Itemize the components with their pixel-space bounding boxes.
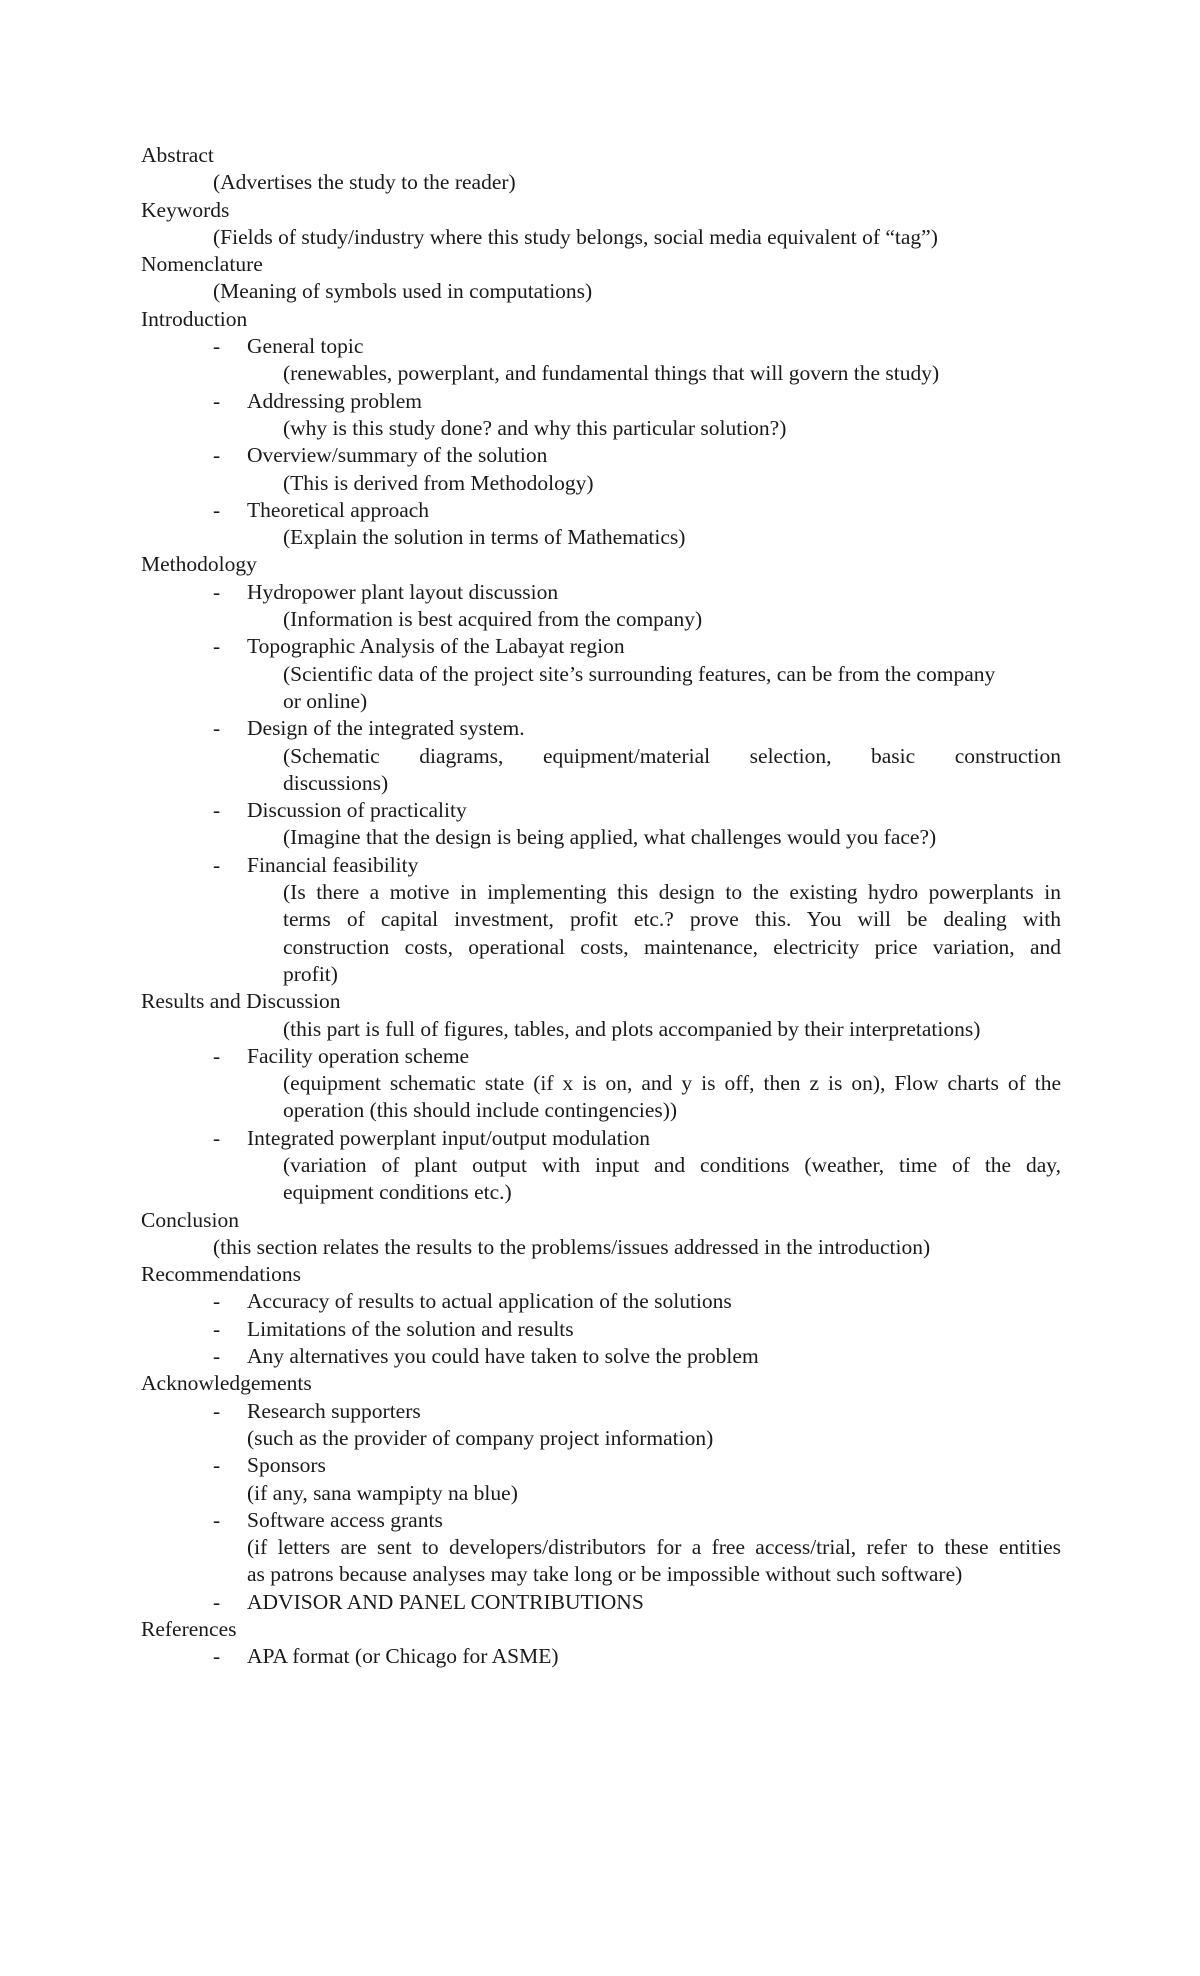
bullet-label: Facility operation scheme [247, 1043, 470, 1068]
section-heading-conclusion: Conclusion [141, 1207, 239, 1232]
bullet-item [141, 1316, 1061, 1343]
bullet-dash: - [213, 1398, 221, 1423]
bullet-item [141, 797, 1061, 824]
bullet-dash: - [213, 1453, 221, 1478]
bullet-note: discussions) [283, 770, 389, 795]
bullet-dash: - [213, 1316, 221, 1341]
bullet-dash: - [213, 443, 221, 468]
bullet-item [141, 1452, 1061, 1479]
section-heading-references: References [141, 1617, 237, 1642]
bullet-label: Theoretical approach [247, 497, 430, 522]
bullet-label: Design of the integrated system. [247, 716, 525, 741]
bullet-dash: - [213, 1507, 221, 1532]
section-note-results: (this part is full of figures, tables, and plots accompanied by their interpretations) [283, 1016, 981, 1041]
section-note-nomenclature: (Meaning of symbols used in computations) [213, 279, 593, 304]
bullet-dash: - [213, 1644, 221, 1669]
bullet-note: (variation of plant output with input and conditions (weather, time of the day, [283, 1152, 1061, 1177]
bullet-item [141, 1343, 1061, 1370]
bullet-note: (Information is best acquired from the company) [283, 607, 703, 632]
bullet-dash: - [213, 334, 221, 359]
section-heading-nomenclature: Nomenclature [141, 252, 263, 277]
bullet-note: (Is there a motive in implementing this design to the existing hydro powerplants in [283, 880, 1061, 905]
section-note-abstract: (Advertises the study to the reader) [213, 170, 516, 195]
bullet-note [141, 1480, 1061, 1507]
bullet-note: terms of capital investment, profit etc.? prove this. You will be dealing with [283, 907, 1061, 932]
bullet-label: Hydropower plant layout discussion [247, 579, 559, 604]
bullet-label: Integrated powerplant input/output modulation [247, 1125, 651, 1150]
section-note-keywords: (Fields of study/industry where this study belongs, social media equivalent of “tag”) [213, 224, 938, 249]
bullet-item [141, 1398, 1061, 1425]
bullet-dash: - [213, 497, 221, 522]
bullet-note: operation (this should include contingencies)) [283, 1098, 678, 1123]
bullet-note-text: (such as the provider of company project information) [247, 1425, 714, 1450]
bullet-note: (Imagine that the design is being applied, what challenges would you face?) [283, 825, 937, 850]
paper-outline [141, 142, 1061, 1671]
bullet-item [141, 1643, 1061, 1670]
bullet-item [141, 633, 1061, 660]
bullet-note: (why is this study done? and why this particular solution?) [283, 415, 787, 440]
bullet-note-text: (if any, sana wampipty na blue) [247, 1480, 518, 1505]
bullet-note: profit) [283, 961, 338, 986]
section-heading-acknowledgements: Acknowledgements [141, 1371, 312, 1396]
bullet-label: Any alternatives you could have taken to solve the problem [247, 1344, 759, 1369]
bullet-note: (Explain the solution in terms of Mathematics) [283, 525, 686, 550]
bullet-label: APA format (or Chicago for ASME) [247, 1644, 559, 1669]
bullet-label: Accuracy of results to actual application of the solutions [247, 1289, 732, 1314]
bullet-dash: - [213, 388, 221, 413]
bullet-note: (Schematic diagrams, equipment/material selection, basic construction [283, 743, 1061, 768]
bullet-label: Research supporters [247, 1398, 421, 1423]
bullet-item [141, 1589, 1061, 1616]
bullet-note: (This is derived from Methodology) [283, 470, 594, 495]
bullet-dash: - [213, 852, 221, 877]
bullet-dash: - [213, 798, 221, 823]
bullet-note: (renewables, powerplant, and fundamental things that will govern the study) [283, 361, 940, 386]
bullet-label: Topographic Analysis of the Labayat region [247, 634, 625, 659]
bullet-item [141, 442, 1061, 469]
section-heading-introduction: Introduction [141, 306, 248, 331]
section-heading-recommendations: Recommendations [141, 1262, 302, 1287]
bullet-item [141, 333, 1061, 360]
bullet-note: equipment conditions etc.) [283, 1180, 512, 1205]
bullet-label: Addressing problem [247, 388, 422, 413]
bullet-dash: - [213, 1289, 221, 1314]
bullet-label: Financial feasibility [247, 852, 419, 877]
section-heading-methodology: Methodology [141, 552, 257, 577]
bullet-note: (equipment schematic state (if x is on, and y is off, then z is on), Flow charts of the [283, 1071, 1061, 1096]
bullet-note [141, 1425, 1061, 1452]
bullet-label: ADVISOR AND PANEL CONTRIBUTIONS [247, 1589, 644, 1614]
bullet-dash: - [213, 716, 221, 741]
section-heading-keywords: Keywords [141, 197, 230, 222]
section-heading-abstract: Abstract [141, 143, 214, 167]
bullet-item [141, 1125, 1061, 1152]
bullet-label: General topic [247, 334, 364, 359]
bullet-dash: - [213, 579, 221, 604]
bullet-note: (Scientific data of the project site’s surrounding features, can be from the company [283, 661, 996, 686]
bullet-dash: - [213, 1043, 221, 1068]
bullet-item [141, 1288, 1061, 1315]
bullet-dash: - [213, 1125, 221, 1150]
bullet-label: Overview/summary of the solution [247, 443, 548, 468]
bullet-label: Limitations of the solution and results [247, 1316, 574, 1341]
bullet-note: construction costs, operational costs, maintenance, electricity price variation, and [283, 934, 1061, 959]
bullet-item [141, 497, 1061, 524]
bullet-note [141, 1561, 1061, 1588]
bullet-item [141, 715, 1061, 742]
section-heading-results: Results and Discussion [141, 989, 341, 1014]
section-note-conclusion: (this section relates the results to the problems/issues addressed in the introduction) [213, 1234, 931, 1259]
bullet-label: Discussion of practicality [247, 798, 467, 823]
bullet-dash: - [213, 1344, 221, 1369]
bullet-dash: - [213, 634, 221, 659]
bullet-label: Software access grants [247, 1507, 443, 1532]
bullet-item [141, 1043, 1061, 1070]
bullet-label: Sponsors [247, 1453, 326, 1478]
bullet-note-text: as patrons because analyses may take long or be impossible without such software) [247, 1562, 963, 1587]
bullet-item [141, 1507, 1061, 1534]
bullet-note: (if letters are sent to developers/distributors for a free access/trial, refer to these entities [247, 1535, 1061, 1560]
bullet-item [141, 388, 1061, 415]
bullet-note: or online) [283, 688, 368, 713]
bullet-item [141, 852, 1061, 879]
bullet-dash: - [213, 1589, 221, 1614]
bullet-item [141, 579, 1061, 606]
